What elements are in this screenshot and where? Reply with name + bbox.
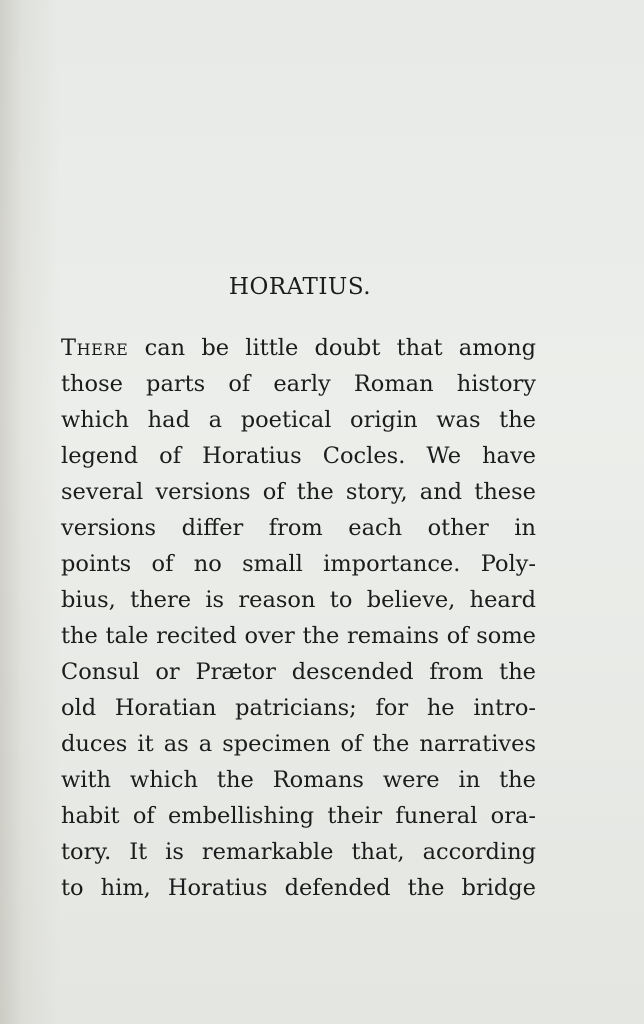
paragraph-line-7: points of no small importance. Poly- — [61, 551, 536, 577]
paragraph-line-9: the tale recited over the remains of some — [61, 623, 536, 649]
paragraph-line-16: to him, Horatius defended the bridge — [61, 875, 536, 901]
paragraph-line-11: old Horatian patricians; for he intro- — [61, 695, 536, 721]
body-paragraph — [61, 330, 536, 906]
show-through-text — [60, 85, 580, 289]
paragraph-line-10: Consul or Prætor descended from the — [61, 659, 536, 685]
paragraph-line-5: several versions of the story, and these — [61, 479, 536, 505]
paragraph-line-3: which had a poetical origin was the — [61, 407, 536, 433]
paragraph-line-12: duces it as a specimen of the narratives — [61, 731, 536, 757]
paragraph-line-4: legend of Horatius Cocles. We have — [61, 443, 536, 469]
paragraph-line-2: those parts of early Roman history — [61, 371, 536, 397]
chapter-title: HORATIUS. — [228, 274, 372, 300]
paragraph-line-6: versions differ from each other in — [61, 515, 536, 541]
paragraph-line-15: tory. It is remarkable that, according — [61, 839, 536, 865]
paragraph-line-1 — [61, 330, 536, 366]
lead-word: There — [61, 335, 129, 361]
line-text: can be little doubt that among — [128, 335, 536, 361]
paragraph-line-13: with which the Romans were in the — [61, 767, 536, 793]
paragraph-line-14: habit of embellishing their funeral ora- — [61, 803, 536, 829]
paragraph-line-8: bius, there is reason to believe, heard — [61, 587, 536, 613]
